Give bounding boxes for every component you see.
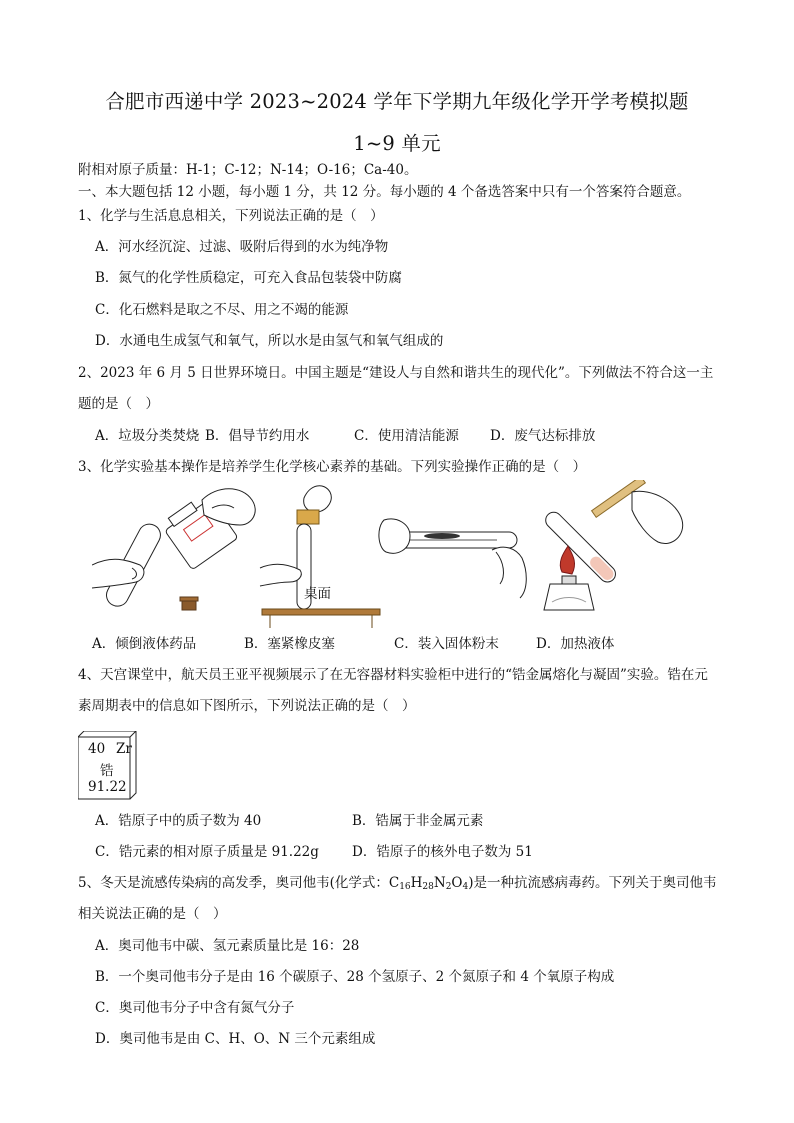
atomic-number: 40: [88, 741, 106, 757]
formula-n-count: 2: [445, 882, 452, 892]
q4-option-d: D．锆原子的核外电子数为 51: [352, 844, 533, 860]
formula-n: N: [433, 875, 446, 891]
figure-d-heating-liquid: [542, 480, 682, 610]
q2-stem-line1: 2、2023 年 6 月 5 日世界环境日。中国主题是“建设人与自然和谐共生的现代化”。下列做法不符合这一主: [78, 365, 714, 381]
q1-option-b: B．氮气的化学性质稳定，可充入食品包装袋中防腐: [95, 270, 402, 286]
q1-option-a: A．河水经沉淀、过滤、吸附后得到的水为纯净物: [95, 239, 389, 255]
q5-option-b: B．一个奥司他韦分子是由 16 个碳原子、28 个氢原子、2 个氮原子和 4 个氧原子构成: [95, 969, 615, 985]
section-instructions: 一、本大题包括 12 小题，每小题 1 分，共 12 分。每小题的 4 个备选答案中只有一个答案符合题意。: [78, 184, 691, 200]
figure-a-pouring-liquid: [92, 489, 255, 610]
formula-h: H: [410, 875, 423, 891]
atomic-mass: 91.22: [88, 779, 127, 795]
q2-option-d: D．废气达标排放: [490, 428, 596, 444]
q5-stem-line2: 相关说法正确的是（ ）: [78, 906, 227, 922]
q1-stem: 1、化学与生活息息相关，下列说法正确的是（ ）: [78, 208, 384, 224]
element-name: 锆: [100, 763, 114, 779]
q1-option-d: D．水通电生成氢气和氧气，所以水是由氢气和氧气组成的: [95, 333, 444, 349]
exam-subtitle: 1~9 单元: [353, 132, 441, 155]
figure-c-powder-tube: [379, 519, 526, 598]
atomic-masses-note: 附相对原子质量：H-1；C-12；N-14；O-16；Ca-40。: [78, 162, 418, 178]
formula-o-count: 4: [462, 882, 469, 892]
q3-option-b: B．塞紧橡皮塞: [244, 636, 335, 652]
q5-stem-line1: [78, 874, 717, 896]
q4-stem-line2: 素周期表中的信息如下图所示，下列说法正确的是（ ）: [78, 698, 416, 714]
formula-o: O: [451, 875, 463, 891]
desk-label: 桌面: [304, 586, 331, 602]
q5-stem-suffix: )是一种抗流感病毒药。下列关于奥司他韦: [468, 875, 717, 891]
q4-option-a: A．锆原子中的质子数为 40: [95, 813, 262, 829]
q1-option-c: C．化石燃料是取之不尽、用之不竭的能源: [95, 302, 349, 318]
q2-option-c: C．使用清洁能源: [354, 428, 459, 444]
q3-experiment-figures: [92, 480, 692, 630]
q3-stem: 3、化学实验基本操作是培养学生化学核心素养的基础。下列实验操作正确的是（ ）: [78, 459, 587, 475]
formula-c-count: 16: [399, 882, 411, 892]
q3-option-c: C．装入固体粉末: [394, 636, 499, 652]
zirconium-element-card: [78, 731, 136, 799]
formula-h-count: 28: [422, 882, 434, 892]
q4-option-b: B．锆属于非金属元素: [352, 813, 484, 829]
q2-stem-line2: 题的是（ ）: [78, 396, 159, 412]
q2-option-a: A．垃圾分类焚烧: [95, 428, 200, 444]
q5-stem-prefix: 5、冬天是流感传染病的高发季，奥司他韦(化学式：C: [78, 875, 400, 891]
element-symbol: Zr: [116, 741, 132, 757]
q4-option-c: C．锆元素的相对原子质量是 91.22g: [95, 844, 319, 860]
q5-option-a: A．奥司他韦中碳、氢元素质量比是 16：28: [95, 938, 360, 954]
q5-option-d: D．奥司他韦是由 C、H、O、N 三个元素组成: [95, 1031, 376, 1047]
q3-option-d: D．加热液体: [536, 636, 615, 652]
q3-option-a: A．倾倒液体药品: [92, 636, 197, 652]
figure-b-stopper-on-desk: [260, 486, 380, 628]
exam-title: 合肥市西递中学 2023~2024 学年下学期九年级化学开学考模拟题: [105, 90, 689, 113]
q5-option-c: C．奥司他韦分子中含有氮气分子: [95, 1000, 295, 1016]
q2-option-b: B．倡导节约用水: [205, 428, 310, 444]
q4-stem-line1: 4、天宫课堂中，航天员王亚平视频展示了在无容器材料实验柜中进行的“锆金属熔化与凝固”实验。锆在元: [78, 667, 708, 683]
